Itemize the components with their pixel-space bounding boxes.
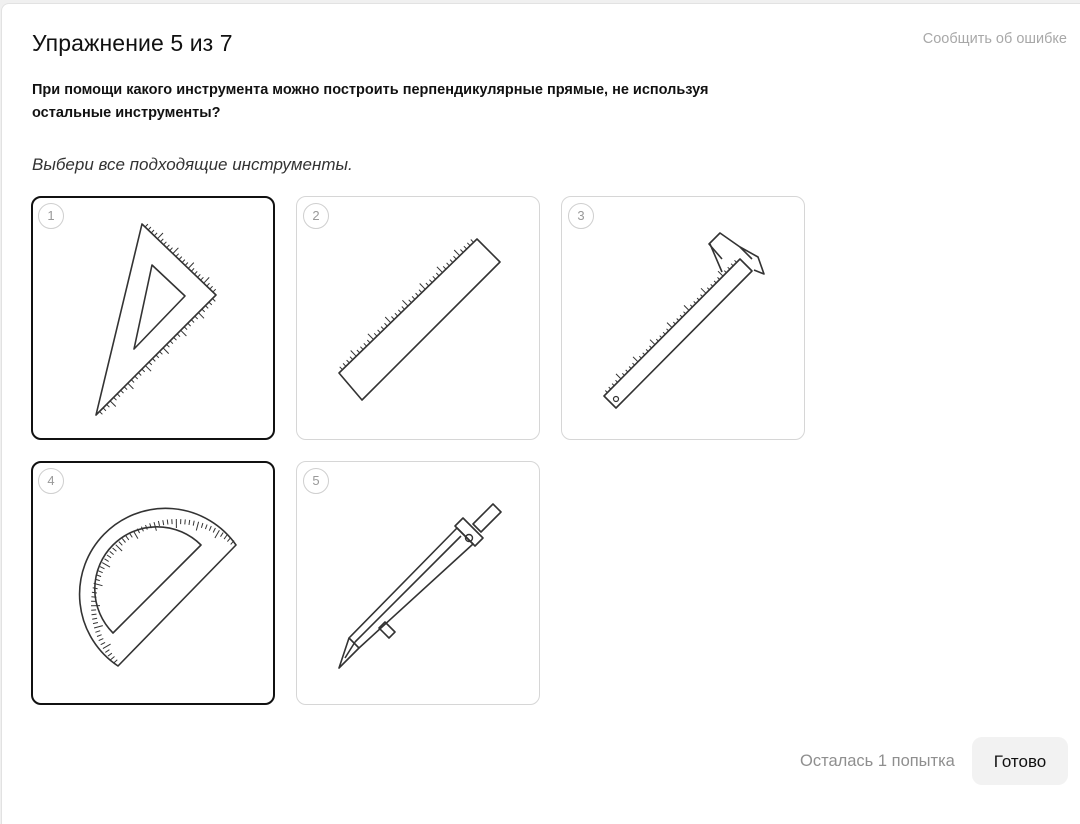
option-number: 5	[303, 468, 329, 494]
option-number: 4	[38, 468, 64, 494]
compass-icon	[297, 462, 541, 706]
option-number: 3	[568, 203, 594, 229]
protractor-icon	[33, 463, 277, 707]
done-button[interactable]: Готово	[972, 737, 1068, 785]
option-number: 1	[38, 203, 64, 229]
hint-text: Выбери все подходящие инструменты.	[32, 155, 353, 175]
exercise-title: Упражнение 5 из 7	[32, 30, 233, 57]
attempts-left: Осталась 1 попытка	[800, 752, 955, 771]
ruler-icon	[297, 197, 541, 441]
option-3-tile[interactable]	[561, 196, 805, 440]
option-5-tile[interactable]	[296, 461, 540, 705]
option-number: 2	[303, 203, 329, 229]
set-square-icon	[33, 198, 277, 442]
option-4-tile[interactable]	[31, 461, 275, 705]
option-1-tile[interactable]	[31, 196, 275, 440]
question-text: При помощи какого инструмента можно построить перпендикулярные прямые, не используя остальные инструменты?	[32, 79, 752, 125]
caliper-icon	[562, 197, 806, 441]
option-2-tile[interactable]	[296, 196, 540, 440]
report-error-link[interactable]: Сообщить об ошибке	[923, 31, 1067, 47]
